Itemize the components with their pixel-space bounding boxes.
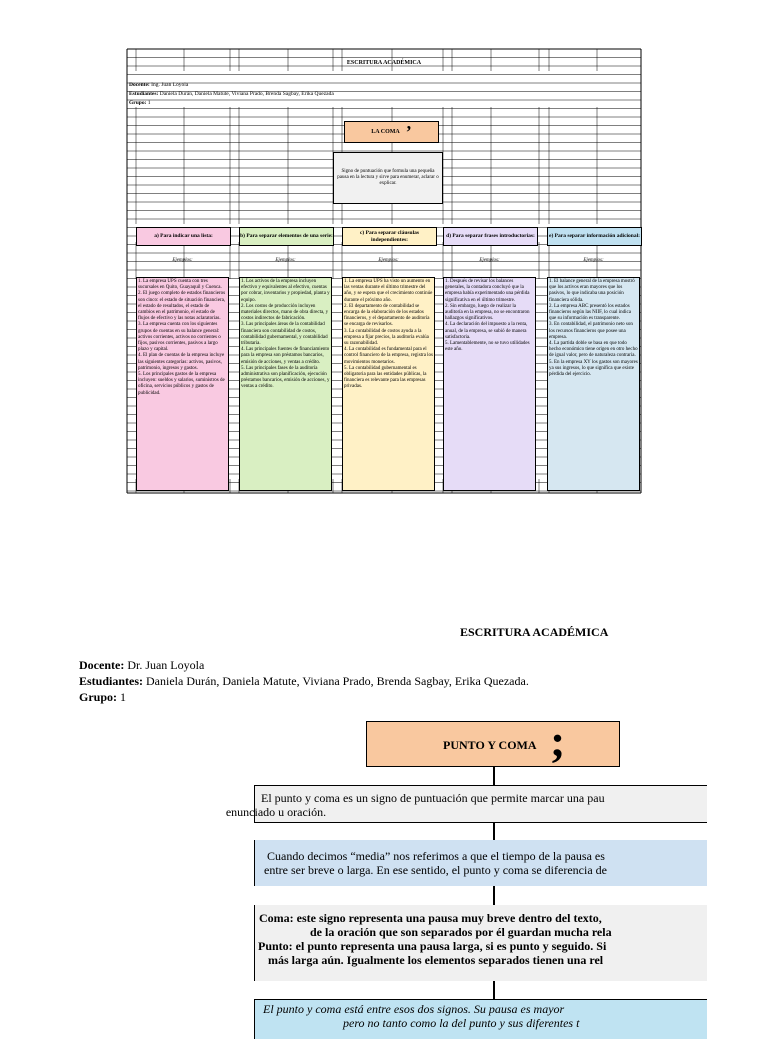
sheet-docente: Docente: Ing. Juan Loyola bbox=[129, 82, 189, 88]
sheet-col-header-4: d) Para separar frases introductorias: bbox=[443, 227, 538, 246]
doc-estudiantes: Estudiantes: Daniela Durán, Daniela Matute, Viviana Prado, Brenda Sagbay, Erika Quezada. bbox=[79, 674, 529, 688]
sheet-col-examples-label-5: Ejemplos: bbox=[583, 258, 604, 263]
sheet-col-body-5: 1. El balance general de la empresa mostró que los activos eran mayores que los pasivos, lo que indicaba una posición financiera sólida. 2. La empresa ABC presentó los estados financieros según las NIIF, lo cual indica que su información es transparente. 3. En contabilidad, el patrimonio neto son los recursos financieros que posee una empresa. 4. La partida doble se basa en que todo hecho económico tiene origen en otro hecho de igual valor, pero de naturaleza contraria. 5. En la empresa XY los gastos son mayores ya sus ingresos, lo que significa que existe pérdida del ejercicio. bbox=[547, 277, 640, 491]
sheet-col-examples-label-2: Ejemplos: bbox=[275, 258, 296, 263]
sheet-col-examples-label-4: Ejemplos: bbox=[479, 258, 500, 263]
doc-box-4: El punto y coma está entre esos dos signos. Su pausa es mayor pero no tanto como la del punto y sus diferentes t bbox=[254, 999, 707, 1039]
sheet-col-body-1: 1. La empresa UPS cuenta con tres sucursales en Quito, Guayaquil y Cuenca. 2. El juego completo de estados financieros son cinco: el estado de situación financiera, el estado de resultados, el estado de cambios en el patrimonio, el estado de flujos de efectivo y las notas aclaratorias. 3. La empresa cuenta con los siguientes grupos de cuentas en su balance general: activos corrientes, activos no corrientes o fijos, pasivos corrientes, pasivos a largo plazo y capital. 4. El plan de cuentas de la empresa incluye las siguientes categorías: activos, pasivos, patrimonio, ingresos y gastos. 5. Los principales gastos de la empresa incluyen: sueldos y salarios, suministros de oficina, servicios públicos y gastos de publicidad. bbox=[136, 277, 229, 491]
sheet-col-examples-label-1: Ejemplos: bbox=[172, 258, 193, 263]
doc-box-1: El punto y coma es un signo de puntuación que permite marcar una pau enunciado u oración. bbox=[254, 785, 707, 823]
sheet-col-body-3: 1. La empresa UPS ha visto un aumento en las ventas durante el último trimestre del año, y se espera que el crecimiento continúe durante el próximo año. 2. El departamento de contabilidad se encarga de la elaboración de los estados financieros, y el departamento de auditoría se encarga de revisarlos. 3. La contabilidad de costos ayuda a la empresa a fijar precios, la auditoría evalúa su razonabilidad. 4. La contabilidad es fundamental para el control financiero de la empresa, registra los movimientos monetarios. 5. La contabilidad gubernamental es obligatoria para las entidades públicas, la financiera es relevante para las empresas privadas. bbox=[342, 277, 435, 491]
doc-header-box: PUNTO Y COMA ; bbox=[366, 721, 620, 767]
sheet-col-header-5: e) Para separar información adicional: bbox=[547, 227, 642, 246]
sheet-col-header-1: a) Para indicar una lista: bbox=[136, 227, 231, 246]
sheet-estudiantes: Estudiantes: Daniela Durán, Daniela Matute, Viviana Prado, Brenda Sagbay, Erika Quezada bbox=[129, 91, 334, 97]
doc-box-2: Cuando decimos “media” nos referimos a que el tiempo de la pausa es entre ser breve o larga. En ese sentido, el punto y coma se diferencia de bbox=[254, 840, 707, 886]
doc-grupo: Grupo: 1 bbox=[79, 690, 127, 704]
doc-docente: Docente: Dr. Juan Loyola bbox=[79, 658, 205, 672]
sheet-col-header-2: b) Para separar elementos de una serie: bbox=[239, 227, 334, 246]
doc-title: ESCRITURA ACADÉMICA bbox=[460, 625, 609, 639]
comma-icon: ’ bbox=[405, 122, 412, 142]
doc-box-3: Coma: este signo representa una pausa muy breve dentro del texto, de la oración que son separados por él guardan mucha rela Punto: el punto representa una pausa larga, si es punto y seguido. Si más larga aún. Igualmente los elementos separados tienen una rel bbox=[254, 905, 707, 981]
sheet-center-title: LA COMA ’ bbox=[344, 121, 439, 143]
sheet-col-body-2: 1. Los activos de la empresa incluyen efectivo y equivalentes al efectivo, cuentas por cobrar, inventarios y propiedad, planta y equipo. 2. Los costos de producción incluyen materiales directos, mano de obra directa, y costos indirectos de fabricación. 3. Las principales áreas de la contabilidad financiera son contabilidad de costos, contabilidad gubernamental, y contabilidad tributaria. 4. Las principales fuentes de financiamiento para la empresa son préstamos bancarios, emisión de acciones, y ventas a crédito. 5. Las principales fases de la auditoría administrativa son planificación, ejecución préstamos bancarios, emisión de acciones, y ventas a crédito. bbox=[239, 277, 332, 491]
semicolon-icon: ; bbox=[550, 715, 566, 766]
sheet-definition: Signo de puntuación que formula una pequeña pausa en la lectura y sirve para enumerar, aclarar o explicar. bbox=[333, 152, 443, 204]
sheet-col-body-4: 1. Después de revisar los balances generales, la contadora concluyó que la empresa había experimentado una pérdida significativa en el último trimestre. 2. Sin embargo, luego de realizar la auditoría en la empresa, no se encontraron hallazgos significativos. 4. La declaración del impuesto a la renta, anual, de la empresa, se subió de manera satisfactoria. 5. Lamentablemente, no se tuvo utilidades este año. bbox=[443, 277, 536, 491]
sheet-title: ESCRITURA ACADÉMICA bbox=[346, 60, 422, 66]
sheet-grupo: Grupo: 1 bbox=[129, 100, 151, 106]
sheet-col-examples-label-3: Ejemplos: bbox=[378, 258, 399, 263]
spreadsheet-page bbox=[127, 49, 641, 493]
sheet-col-header-3: c) Para separar cláusulas independientes: bbox=[342, 227, 437, 246]
